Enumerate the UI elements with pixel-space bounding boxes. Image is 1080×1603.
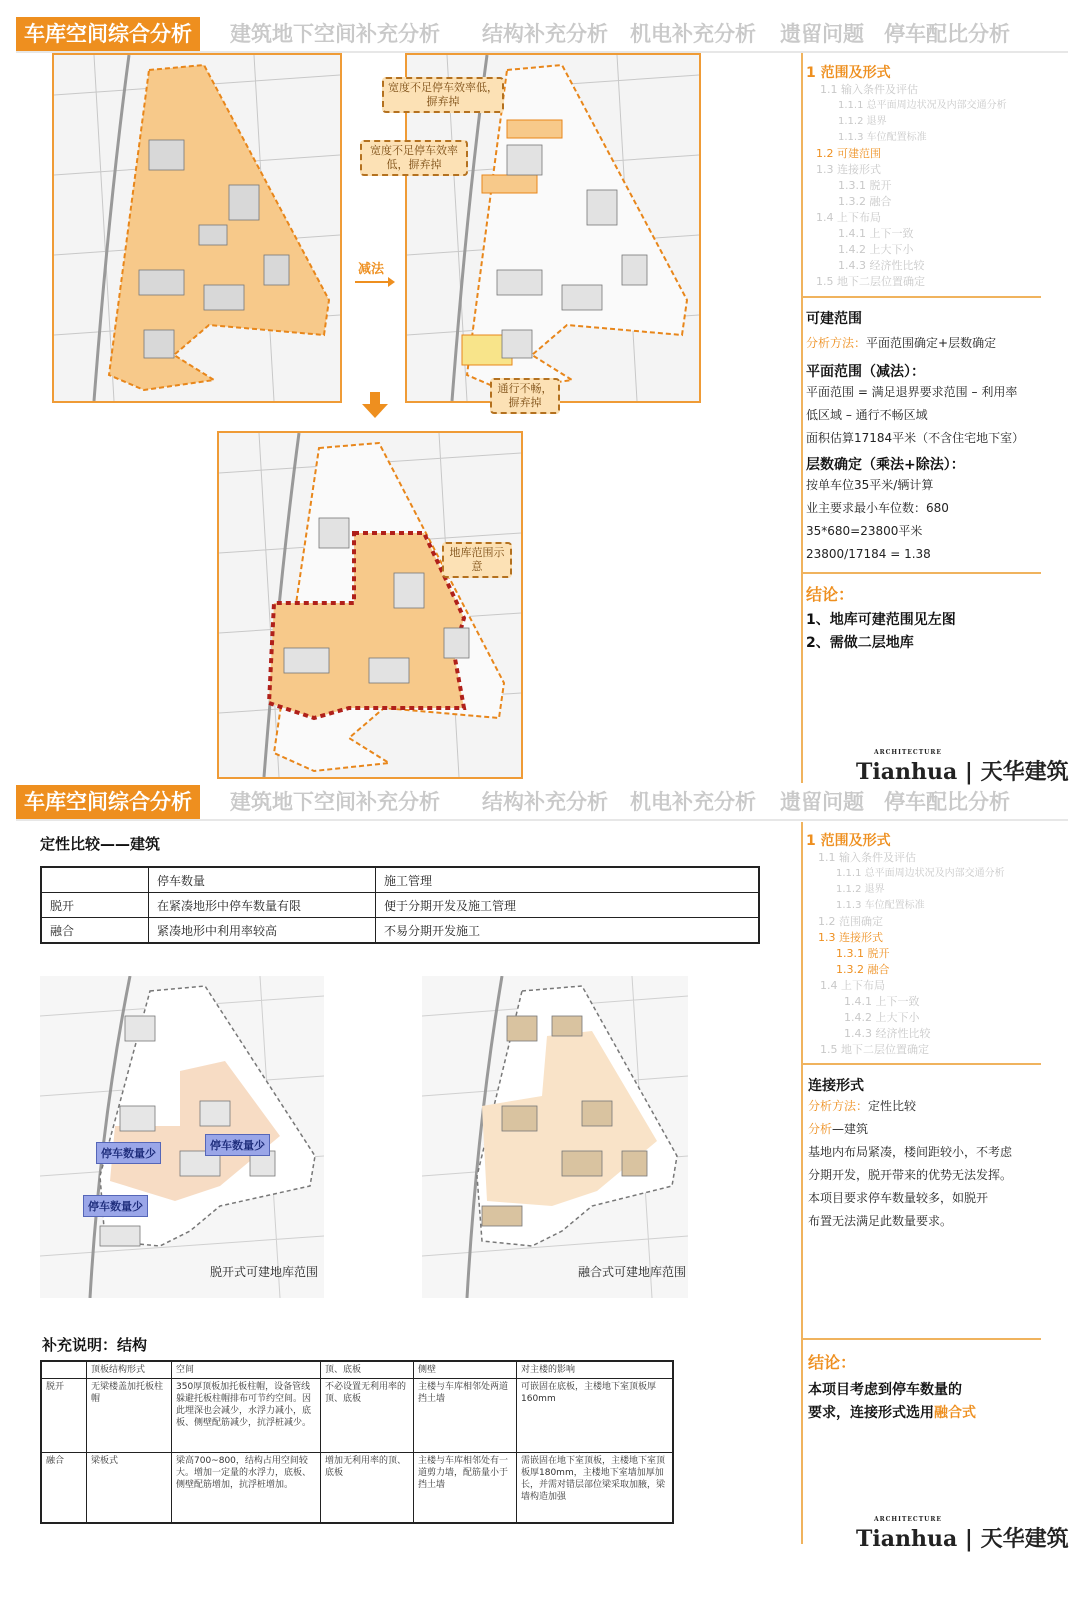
analysis-label: 分析 bbox=[808, 1122, 833, 1136]
toc-item-active: 1.3 连接形式 bbox=[818, 931, 883, 944]
table-header: 侧壁 bbox=[414, 1361, 517, 1379]
toc-item: 1.4 上下布局 bbox=[816, 211, 881, 224]
table-cell: 主楼与车库相邻处有一道剪力墙，配筋量小于挡土墙 bbox=[414, 1453, 517, 1523]
toc-item: 1.1.1 总平面周边状况及内部交通分析 bbox=[836, 868, 1005, 879]
tab-structure[interactable]: 结构补充分析 bbox=[482, 22, 608, 46]
toc-item: 1.4.3 经济性比较 bbox=[844, 1027, 931, 1040]
down-arrow-icon bbox=[362, 392, 388, 418]
site-map-garage-range bbox=[217, 431, 523, 779]
tab-bar-bottom bbox=[16, 785, 1068, 819]
table-header-row bbox=[41, 867, 759, 893]
layers-line: 23800/17184 = 1.38 bbox=[806, 547, 931, 561]
site-plan-drawing bbox=[40, 976, 324, 1298]
table-cell: 紧凑地形中利用率较高 bbox=[149, 918, 376, 944]
toc-item: 1.3.2 融合 bbox=[838, 195, 892, 208]
table-cell bbox=[41, 867, 149, 893]
tab-garage-analysis[interactable]: 车库空间综合分析 bbox=[16, 17, 200, 51]
table-cell: 脱开 bbox=[41, 893, 149, 918]
table-header: 顶板结构形式 bbox=[87, 1361, 172, 1379]
divider-horizontal bbox=[801, 1063, 1041, 1065]
toc-item: 1.3 连接形式 bbox=[816, 163, 881, 176]
table-cell: 在紧凑地形中停车数量有限 bbox=[149, 893, 376, 918]
tab-mep[interactable]: 机电补充分析 bbox=[630, 790, 756, 814]
method-label: 分析方法： bbox=[808, 1099, 869, 1113]
structure-table bbox=[40, 1360, 674, 1524]
table-header: 施工管理 bbox=[376, 867, 760, 893]
divider-horizontal bbox=[801, 296, 1041, 298]
callout-width-insufficient-1: 宽度不足停车效率低，摒弃掉 bbox=[382, 77, 504, 113]
toc-heading: 1 范围及形式 bbox=[806, 65, 891, 81]
plane-line: 平面范围 = 满足退界要求范围 – 利用率 bbox=[806, 385, 1018, 399]
label-fewer-parking: 停车数量少 bbox=[205, 1134, 270, 1156]
table-cell: 350厚顶板加托板柱帽，设备管线躲避托板柱帽排布可节约空间。因此埋深也会减少，水浮力减小，底板、侧壁配筋减少，抗浮桩减少。 bbox=[172, 1379, 321, 1453]
table-cell: 梁板式 bbox=[87, 1453, 172, 1523]
tab-structure[interactable]: 结构补充分析 bbox=[482, 790, 608, 814]
toc-item: 1.4.3 经济性比较 bbox=[838, 259, 925, 272]
tab-garage-analysis[interactable]: 车库空间综合分析 bbox=[16, 785, 200, 819]
subtract-label: 减法 bbox=[358, 262, 385, 277]
tab-underground-space[interactable]: 建筑地下空间补充分析 bbox=[230, 22, 440, 46]
toc-heading: 1 范围及形式 bbox=[806, 833, 891, 849]
table-cell: 融合 bbox=[41, 1453, 87, 1523]
plane-title: 平面范围（减法）： bbox=[806, 364, 925, 380]
table-row bbox=[41, 893, 759, 918]
label-fewer-parking: 停车数量少 bbox=[96, 1142, 161, 1164]
analysis-text: 分期开发，脱开带来的优势无法发挥。 bbox=[808, 1168, 1013, 1182]
site-plan-drawing bbox=[219, 433, 521, 777]
table-cell: 梁高700~800，结构占用空间较大。增加一定量的水浮力，底板、侧壁配筋增加，抗浮桩增加。 bbox=[172, 1453, 321, 1523]
panel-title: 连接形式 bbox=[808, 1078, 864, 1094]
toc-item: 1.4.2 上大下小 bbox=[838, 243, 914, 256]
toc-item: 1.5 地下二层位置确定 bbox=[820, 1043, 929, 1056]
layers-line: 35*680=23800平米 bbox=[806, 524, 923, 538]
table-cell: 需嵌固在地下室顶板，主楼地下室顶板厚180mm，主楼地下室墙加厚加长，并需对错层部位梁采取加腋，梁墙构造加强 bbox=[517, 1453, 674, 1523]
tianhua-logo: ARCHITECTURE Tianhua | 天华建筑 bbox=[856, 749, 1069, 785]
table-cell: 融合 bbox=[41, 918, 149, 944]
tab-bar-top bbox=[16, 17, 1068, 51]
layers-line: 按单车位35平米/辆计算 bbox=[806, 478, 934, 492]
conclusion-label: 结论： bbox=[808, 1353, 857, 1372]
table-cell: 便于分期开发及施工管理 bbox=[376, 893, 760, 918]
toc-item: 1.1.1 总平面周边状况及内部交通分析 bbox=[838, 100, 1007, 111]
conclusion-panel-2 bbox=[808, 1350, 1048, 1425]
layers-line: 业主要求最小车位数：680 bbox=[806, 501, 949, 515]
method-label: 分析方法： bbox=[806, 336, 867, 350]
tab-issues[interactable]: 遗留问题 bbox=[780, 790, 864, 814]
site-plan-drawing bbox=[54, 55, 340, 401]
table-row bbox=[41, 918, 759, 944]
comparison-table bbox=[40, 866, 760, 944]
table-header: 空间 bbox=[172, 1361, 321, 1379]
site-map-merged bbox=[422, 976, 688, 1298]
conclusion-line: 本项目考虑到停车数量的 bbox=[808, 1382, 962, 1398]
toc-item: 1.1 输入条件及评估 bbox=[820, 83, 918, 96]
analysis-value: —建筑 bbox=[832, 1122, 869, 1136]
toc-item: 1.1.3 车位配置标准 bbox=[836, 900, 925, 911]
right-arrow-icon bbox=[355, 273, 395, 285]
table-cell: 不必设置无利用率的顶、底板 bbox=[321, 1379, 414, 1453]
toc-item: 1.1.3 车位配置标准 bbox=[838, 132, 927, 143]
site-map-full-range bbox=[52, 53, 342, 403]
callout-poor-access: 通行不畅，摒弃掉 bbox=[490, 378, 560, 414]
supplement-title: 补充说明：结构 bbox=[42, 1336, 148, 1354]
toc-item: 1.3.1 脱开 bbox=[838, 179, 892, 192]
method-value: 定性比较 bbox=[868, 1099, 917, 1113]
conclusion-line bbox=[808, 1402, 1048, 1425]
method-line bbox=[808, 1095, 1048, 1118]
table-row bbox=[41, 1453, 673, 1523]
table-header: 停车数量 bbox=[149, 867, 376, 893]
table-header: 顶、底板 bbox=[321, 1361, 414, 1379]
table-header-row bbox=[41, 1361, 673, 1379]
divider-vertical bbox=[801, 822, 803, 1544]
divider-vertical bbox=[801, 53, 803, 783]
tab-parking-ratio[interactable]: 停车配比分析 bbox=[884, 790, 1010, 814]
analysis-line bbox=[808, 1118, 1048, 1141]
toc-item: 1.4 上下布局 bbox=[820, 979, 885, 992]
toc-section1 bbox=[806, 64, 1056, 290]
analysis-text: 布置无法满足此数量要求。 bbox=[808, 1214, 953, 1228]
conclusion-line: 2、需做二层地库 bbox=[806, 635, 914, 651]
table-cell: 不易分期开发施工 bbox=[376, 918, 760, 944]
analysis-panel-2 bbox=[808, 1075, 1048, 1233]
tab-mep[interactable]: 机电补充分析 bbox=[630, 22, 756, 46]
plane-line: 低区域 – 通行不畅区域 bbox=[806, 408, 928, 422]
conclusion-panel-1 bbox=[806, 582, 1046, 655]
toc-item: 1.1 输入条件及评估 bbox=[818, 851, 916, 864]
layers-title: 层数确定（乘法+除法）： bbox=[806, 457, 965, 473]
method-line bbox=[806, 332, 1046, 355]
conclusion-line: 1、地库可建范围见左图 bbox=[806, 612, 956, 628]
table-cell: 主楼与车库相邻处两道挡土墙 bbox=[414, 1379, 517, 1453]
method-value: 平面范围确定+层数确定 bbox=[866, 336, 997, 350]
conclusion-label: 结论： bbox=[806, 585, 855, 604]
tab-parking-ratio[interactable]: 停车配比分析 bbox=[884, 22, 1010, 46]
site-map-separated bbox=[40, 976, 324, 1298]
toc-item: 1.1.2 退界 bbox=[836, 884, 885, 895]
toc-item-active: 1.2 可建范围 bbox=[816, 147, 881, 160]
panel-title: 可建范围 bbox=[806, 311, 862, 327]
table-header: 对主楼的影响 bbox=[517, 1361, 674, 1379]
toc-section2 bbox=[806, 832, 1056, 1058]
toc-item: 1.4.1 上下一致 bbox=[844, 995, 920, 1008]
divider-horizontal bbox=[801, 1338, 1041, 1340]
caption-merged: 融合式可建地库范围 bbox=[578, 1265, 687, 1279]
conclusion-text: 要求，连接形式选用 bbox=[808, 1405, 934, 1421]
toc-item: 1.4.1 上下一致 bbox=[838, 227, 914, 240]
site-plan-drawing bbox=[422, 976, 688, 1298]
divider-horizontal bbox=[801, 572, 1041, 574]
toc-item: 1.5 地下二层位置确定 bbox=[816, 275, 925, 288]
table-cell bbox=[41, 1361, 87, 1379]
toc-item-active: 1.3.1 脱开 bbox=[836, 947, 890, 960]
toc-item: 1.4.2 上大下小 bbox=[844, 1011, 920, 1024]
analysis-text: 本项目要求停车数量较多，如脱开 bbox=[808, 1191, 989, 1205]
toc-item-active: 1.3.2 融合 bbox=[836, 963, 890, 976]
tab-underground-space[interactable]: 建筑地下空间补充分析 bbox=[230, 790, 440, 814]
conclusion-highlight: 融合式 bbox=[934, 1405, 976, 1421]
callout-width-insufficient-2: 宽度不足停车效率低，摒弃掉 bbox=[360, 140, 468, 176]
table-cell: 增加无利用率的顶、底板 bbox=[321, 1453, 414, 1523]
toc-item: 1.1.2 退界 bbox=[838, 116, 887, 127]
table-cell: 无梁楼盖加托板柱帽 bbox=[87, 1379, 172, 1453]
analysis-text: 基地内布局紧凑，楼间距较小，不考虑 bbox=[808, 1145, 1013, 1159]
callout-garage-range: 地库范围示意 bbox=[442, 542, 512, 578]
analysis-panel-1 bbox=[806, 308, 1046, 566]
table-cell: 脱开 bbox=[41, 1379, 87, 1453]
toc-item: 1.2 范围确定 bbox=[818, 915, 883, 928]
qualitative-title: 定性比较——建筑 bbox=[40, 835, 161, 853]
plane-line: 面积估算17184平米（不含住宅地下室） bbox=[806, 431, 1025, 445]
tab-issues[interactable]: 遗留问题 bbox=[780, 22, 864, 46]
tianhua-logo: ARCHITECTURE Tianhua | 天华建筑 bbox=[856, 1516, 1069, 1552]
table-row bbox=[41, 1379, 673, 1453]
label-fewer-parking: 停车数量少 bbox=[83, 1195, 148, 1217]
caption-separated: 脱开式可建地库范围 bbox=[210, 1265, 319, 1279]
table-cell: 可嵌固在底板，主楼地下室顶板厚160mm bbox=[517, 1379, 674, 1453]
